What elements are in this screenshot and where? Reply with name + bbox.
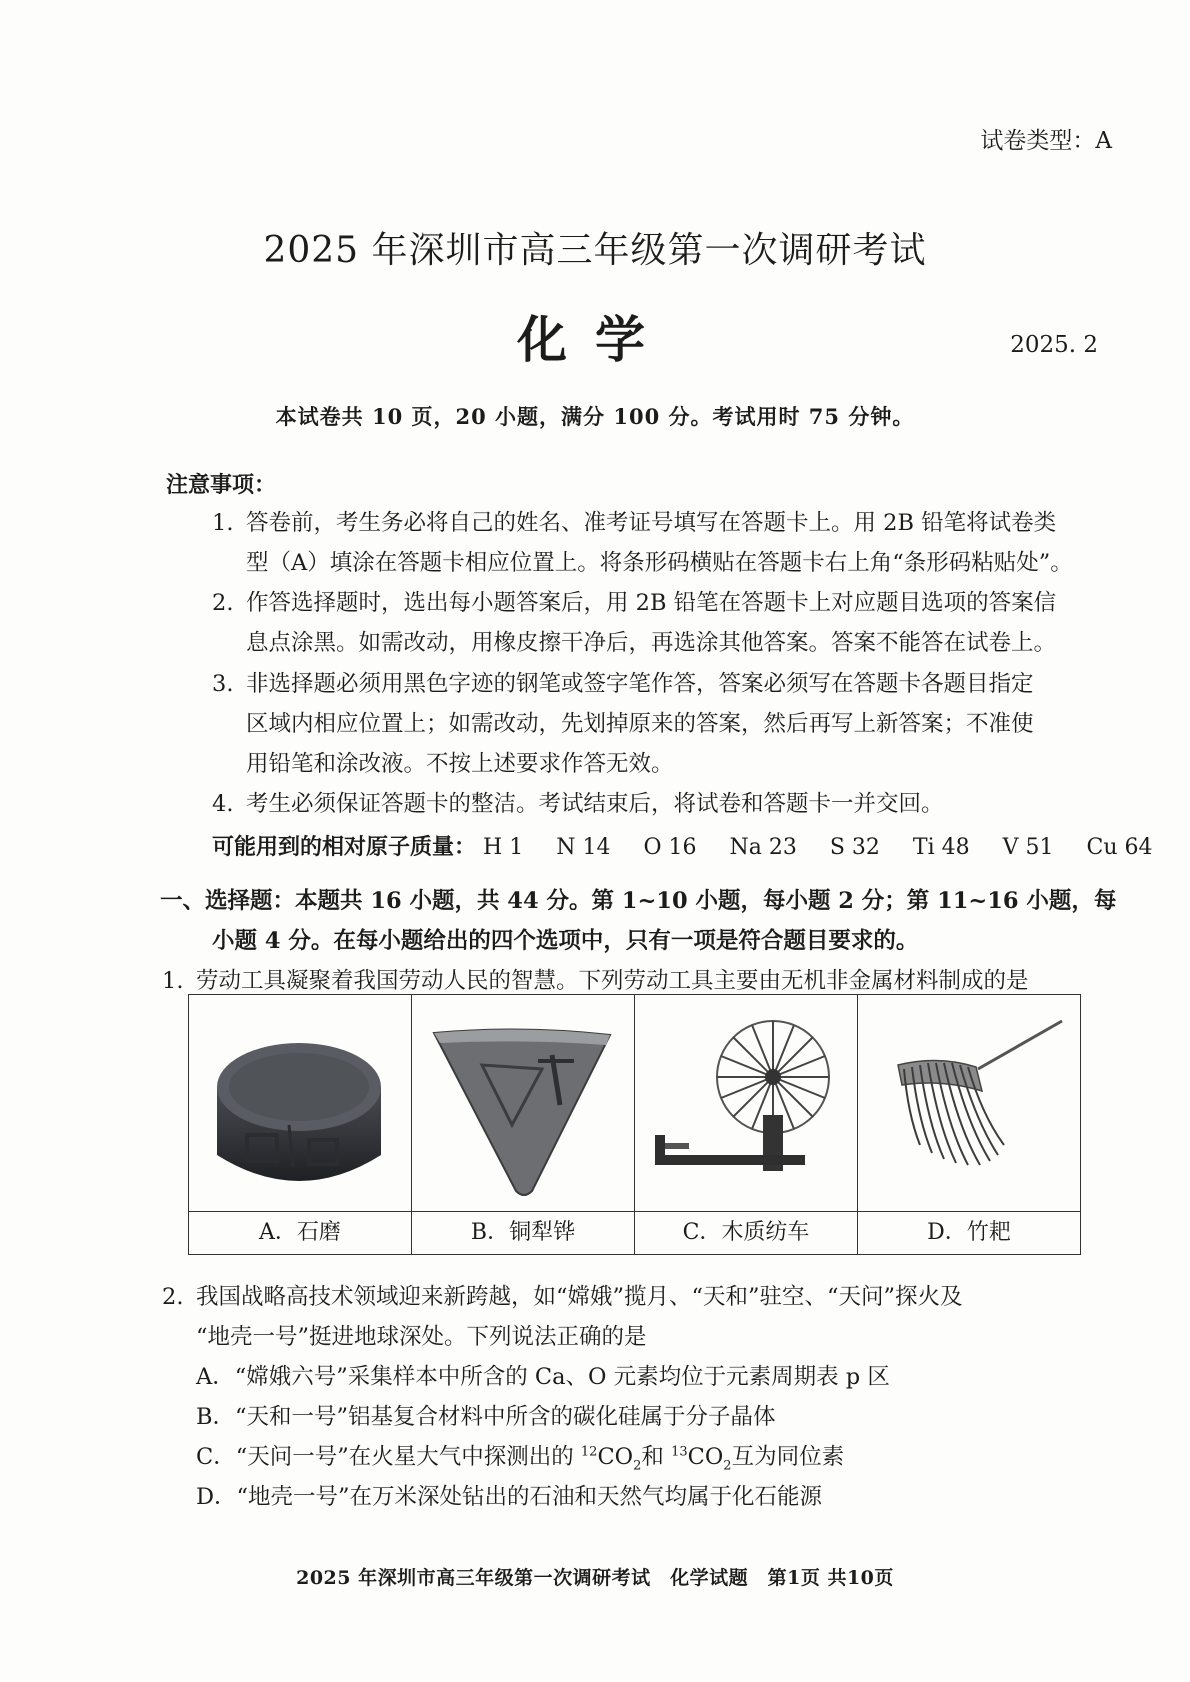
question-2-option-d: D．“地壳一号”在万米深处钻出的石油和天然气均属于化石能源 — [196, 1484, 823, 1510]
option-c-label: C．木质纺车 — [682, 1220, 810, 1245]
note-2-line-2: 息点涂黑。如需改动，用橡皮擦干净后，再选涂其他答案。答案不能答在试卷上。 — [246, 630, 1057, 656]
mass-h: H 1 — [483, 835, 524, 860]
question-2-option-b: B．“天和一号”铝基复合材料中所含的碳化硅属于分子晶体 — [196, 1404, 776, 1430]
question-1-options-table — [188, 994, 1081, 1255]
question-2-stem-line-2: “地壳一号”挺进地球深处。下列说法正确的是 — [196, 1324, 647, 1350]
option-a-label: A．石磨 — [259, 1220, 341, 1245]
atomic-masses — [212, 830, 1178, 861]
question-2-stem-line-1: 2. 我国战略高技术领域迎来新跨越，如“嫦娥”揽月、“天和”驻空、“天问”探火及 — [162, 1284, 963, 1310]
note-1-line-2: 型（A）填涂在答题卡相应位置上。将条形码横贴在答题卡右上角“条形码粘贴处”。 — [246, 550, 1073, 576]
stone-mill-icon — [189, 995, 411, 1211]
option-d-label: D．竹耙 — [927, 1220, 1011, 1245]
page-footer: 2025 年深圳市高三年级第一次调研考试 化学试题 第1页 共10页 — [296, 1567, 894, 1589]
exam-title: 2025 年深圳市高三年级第一次调研考试 — [263, 230, 927, 271]
question-2-option-c: C．“天问一号”在火星大气中探测出的 $^{12}CO_2$和 $^{13}CO_2$互为同位素 — [196, 1444, 845, 1474]
atomic-masses-label: 可能用到的相对原子质量： — [212, 834, 477, 860]
note-3-line-2: 区域内相应位置上；如需改动，先划掉原来的答案，然后再写上新答案；不准使 — [246, 711, 1034, 737]
note-1-line-1: 1. 答卷前，考生务必将自己的姓名、准考证号填写在答题卡上。用 2B 铅笔将试卷类 — [212, 510, 1057, 536]
exam-intro: 本试卷共 10 页，20 小题，满分 100 分。考试用时 75 分钟。 — [275, 404, 915, 429]
note-3-line-3: 用铅笔和涂改液。不按上述要求作答无效。 — [246, 751, 674, 777]
note-4-line-1: 4. 考生必须保证答题卡的整洁。考试结束后，将试卷和答题卡一并交回。 — [212, 791, 944, 817]
exam-date: 2025. 2 — [1010, 332, 1098, 358]
note-3-line-1: 3. 非选择题必须用黑色字迹的钢笔或签字笔作答，答案必须写在答题卡各题目指定 — [212, 671, 1034, 697]
section-1-line-2: 小题 4 分。在每小题给出的四个选项中，只有一项是符合题目要求的。 — [212, 928, 919, 954]
bamboo-rake-icon — [858, 995, 1080, 1211]
notes-title: 注意事项： — [166, 472, 277, 498]
option-b-label: B．铜犁铧 — [470, 1220, 576, 1245]
mass-ti: Ti 48 — [912, 835, 970, 860]
section-1-line-1: 一、选择题：本题共 16 小题，共 44 分。第 1~10 小题，每小题 2 分；第 11~16 小题，每 — [160, 888, 1117, 914]
mass-cu: Cu 64 — [1086, 835, 1153, 860]
copper-plowshare-icon — [412, 995, 634, 1211]
mass-o: O 16 — [643, 835, 697, 860]
mass-v: V 51 — [1002, 835, 1054, 860]
question-1-stem: 1. 劳动工具凝聚着我国劳动人民的智慧。下列劳动工具主要由无机非金属材料制成的是 — [162, 968, 1029, 994]
subject-title: 化学 — [517, 310, 673, 369]
mass-na: Na 23 — [729, 835, 797, 860]
mass-n: N 14 — [556, 835, 611, 860]
paper-type: 试卷类型：A — [980, 128, 1112, 154]
question-2-option-a: A．“嫦娥六号”采集样本中所含的 Ca、O 元素均位于元素周期表 p 区 — [196, 1364, 890, 1390]
note-2-line-1: 2. 作答选择题时，选出每小题答案后，用 2B 铅笔在答题卡上对应题目选项的答案信 — [212, 590, 1057, 616]
spinning-wheel-icon — [635, 995, 857, 1211]
mass-s: S 32 — [829, 835, 880, 860]
